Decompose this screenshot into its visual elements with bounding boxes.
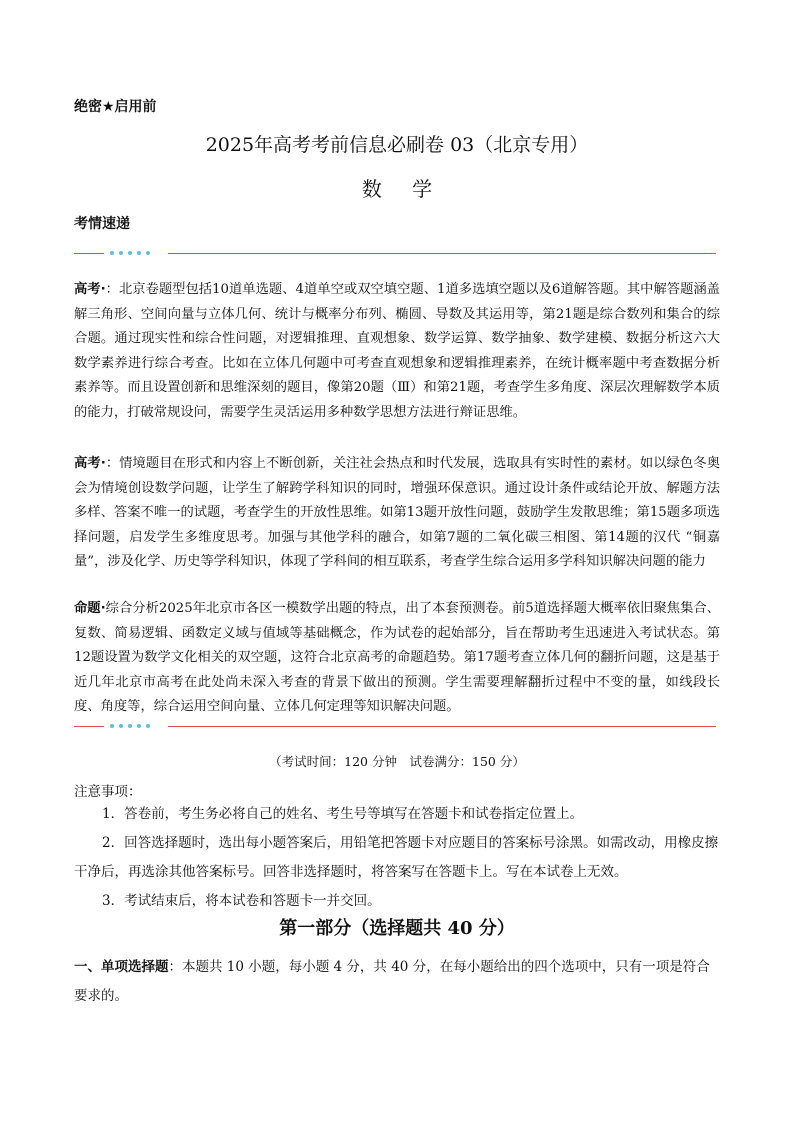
decorative-divider-bottom	[74, 721, 716, 733]
paragraph-lead: 高考·	[74, 282, 106, 297]
question-section-intro	[74, 953, 720, 1011]
exam-time-info: （考试时间：120 分钟 试卷满分：150 分）	[269, 754, 525, 769]
paragraph-question-design	[74, 597, 720, 720]
notice-title: 注意事项：	[74, 784, 142, 800]
notice-item: 2．回答选择题时，选出每小题答案后，用铅笔把答题卡对应题目的答案标号涂黑。如需改动，用橡皮擦干净后，再选涂其他答案标号。回答非选择题时，将答案写在答题卡上。写在本试卷上无效。	[74, 835, 719, 880]
question-section-lead: 一、单项选择题	[74, 959, 169, 975]
paragraph-text: 综合分析2025年北京市各区一模数学出题的特点，出了本套预测卷。前5道选择题大概率依旧聚焦集合、复数、简易逻辑、函数定义域与值域等基础概念，作为试卷的起始部分，旨在帮助考生迅速进入考试状态。第12题设置为数学文化相关的双空题，这符合北京高考的命题趋势。第17题考查立体几何的翻折问题，这是基于近几年北京市高考在此处尚未深入考查的背景下做出的预测。学生需要理解翻折过程中不变的量，如线段长度、角度等，综合运用空间向量、立体几何定理等知识解决问题。	[74, 601, 720, 714]
paragraph-lead: 命题·	[74, 601, 106, 616]
notice-item: 1．答卷前，考生务必将自己的姓名、考生号等填写在答题卡和试卷指定位置上。	[102, 806, 584, 822]
paragraph-exam-structure	[74, 278, 720, 425]
question-section-text: ：本题共 10 小题，每小题 4 分，共 40 分，在每小题给出的四个选项中，只有一项是符合要求的。	[74, 959, 710, 1004]
section-label: 考情速递	[74, 216, 130, 232]
paragraph-exam-trends	[74, 452, 720, 575]
decorative-divider-top	[74, 248, 716, 260]
secret-label: 绝密★启用前	[74, 99, 157, 115]
notice-item: 3．考试结束后，将本试卷和答题卡一并交回。	[102, 893, 381, 909]
part-title: 第一部分（选择题共 40 分）	[279, 918, 515, 939]
subject-title: 数 学	[361, 177, 445, 201]
paragraph-text: ：北京卷题型包括10道单选题、4道单空或双空填空题、1道多选填空题以及6道解答题。其中解答题涵盖解三角形、空间向量与立体几何、统计与概率分布列、椭圆、导数及其运用等，第21题是综合数列和集合的综合题。通过现实性和综合性问题，对逻辑推理、直观想象、数学运算、数学抽象、数学建模、数据分析这六大数学素养进行综合考查。比如在立体几何题中可考查直观想象和逻辑推理素养，在统计概率题中考查数据分析素养等。而且设置创新和思维深刻的题目，像第20题（Ⅲ）和第21题，考查学生多角度、深层次理解数学本质的能力，打破常规设问，需要学生灵活运用多种数学思想方法进行辩证思维。	[74, 282, 720, 420]
paragraph-text: ：情境题目在形式和内容上不断创新，关注社会热点和时代发展，选取具有实时性的素材。如以绿色冬奥会为情境创设数学问题，让学生了解跨学科知识的同时，增强环保意识。通过设计条件或结论开放、解题方法多样、答案不唯一的试题，考查学生的开放性思维。如第13题开放性问题，鼓励学生发散思维；第15题多项选择问题，启发学生多维度思考。加强与其他学科的融合，如第7题的二氧化碳三相图、第14题的汉代 “铜嘉量”，涉及化学、历史等学科知识，体现了学科间的相互联系，考查学生综合运用多学科知识解决问题的能力	[74, 456, 720, 569]
notice-list	[74, 800, 720, 916]
page-title: 2025年高考考前信息必刷卷 03（北京专用）	[205, 134, 589, 156]
paragraph-lead: 高考·	[74, 456, 106, 471]
